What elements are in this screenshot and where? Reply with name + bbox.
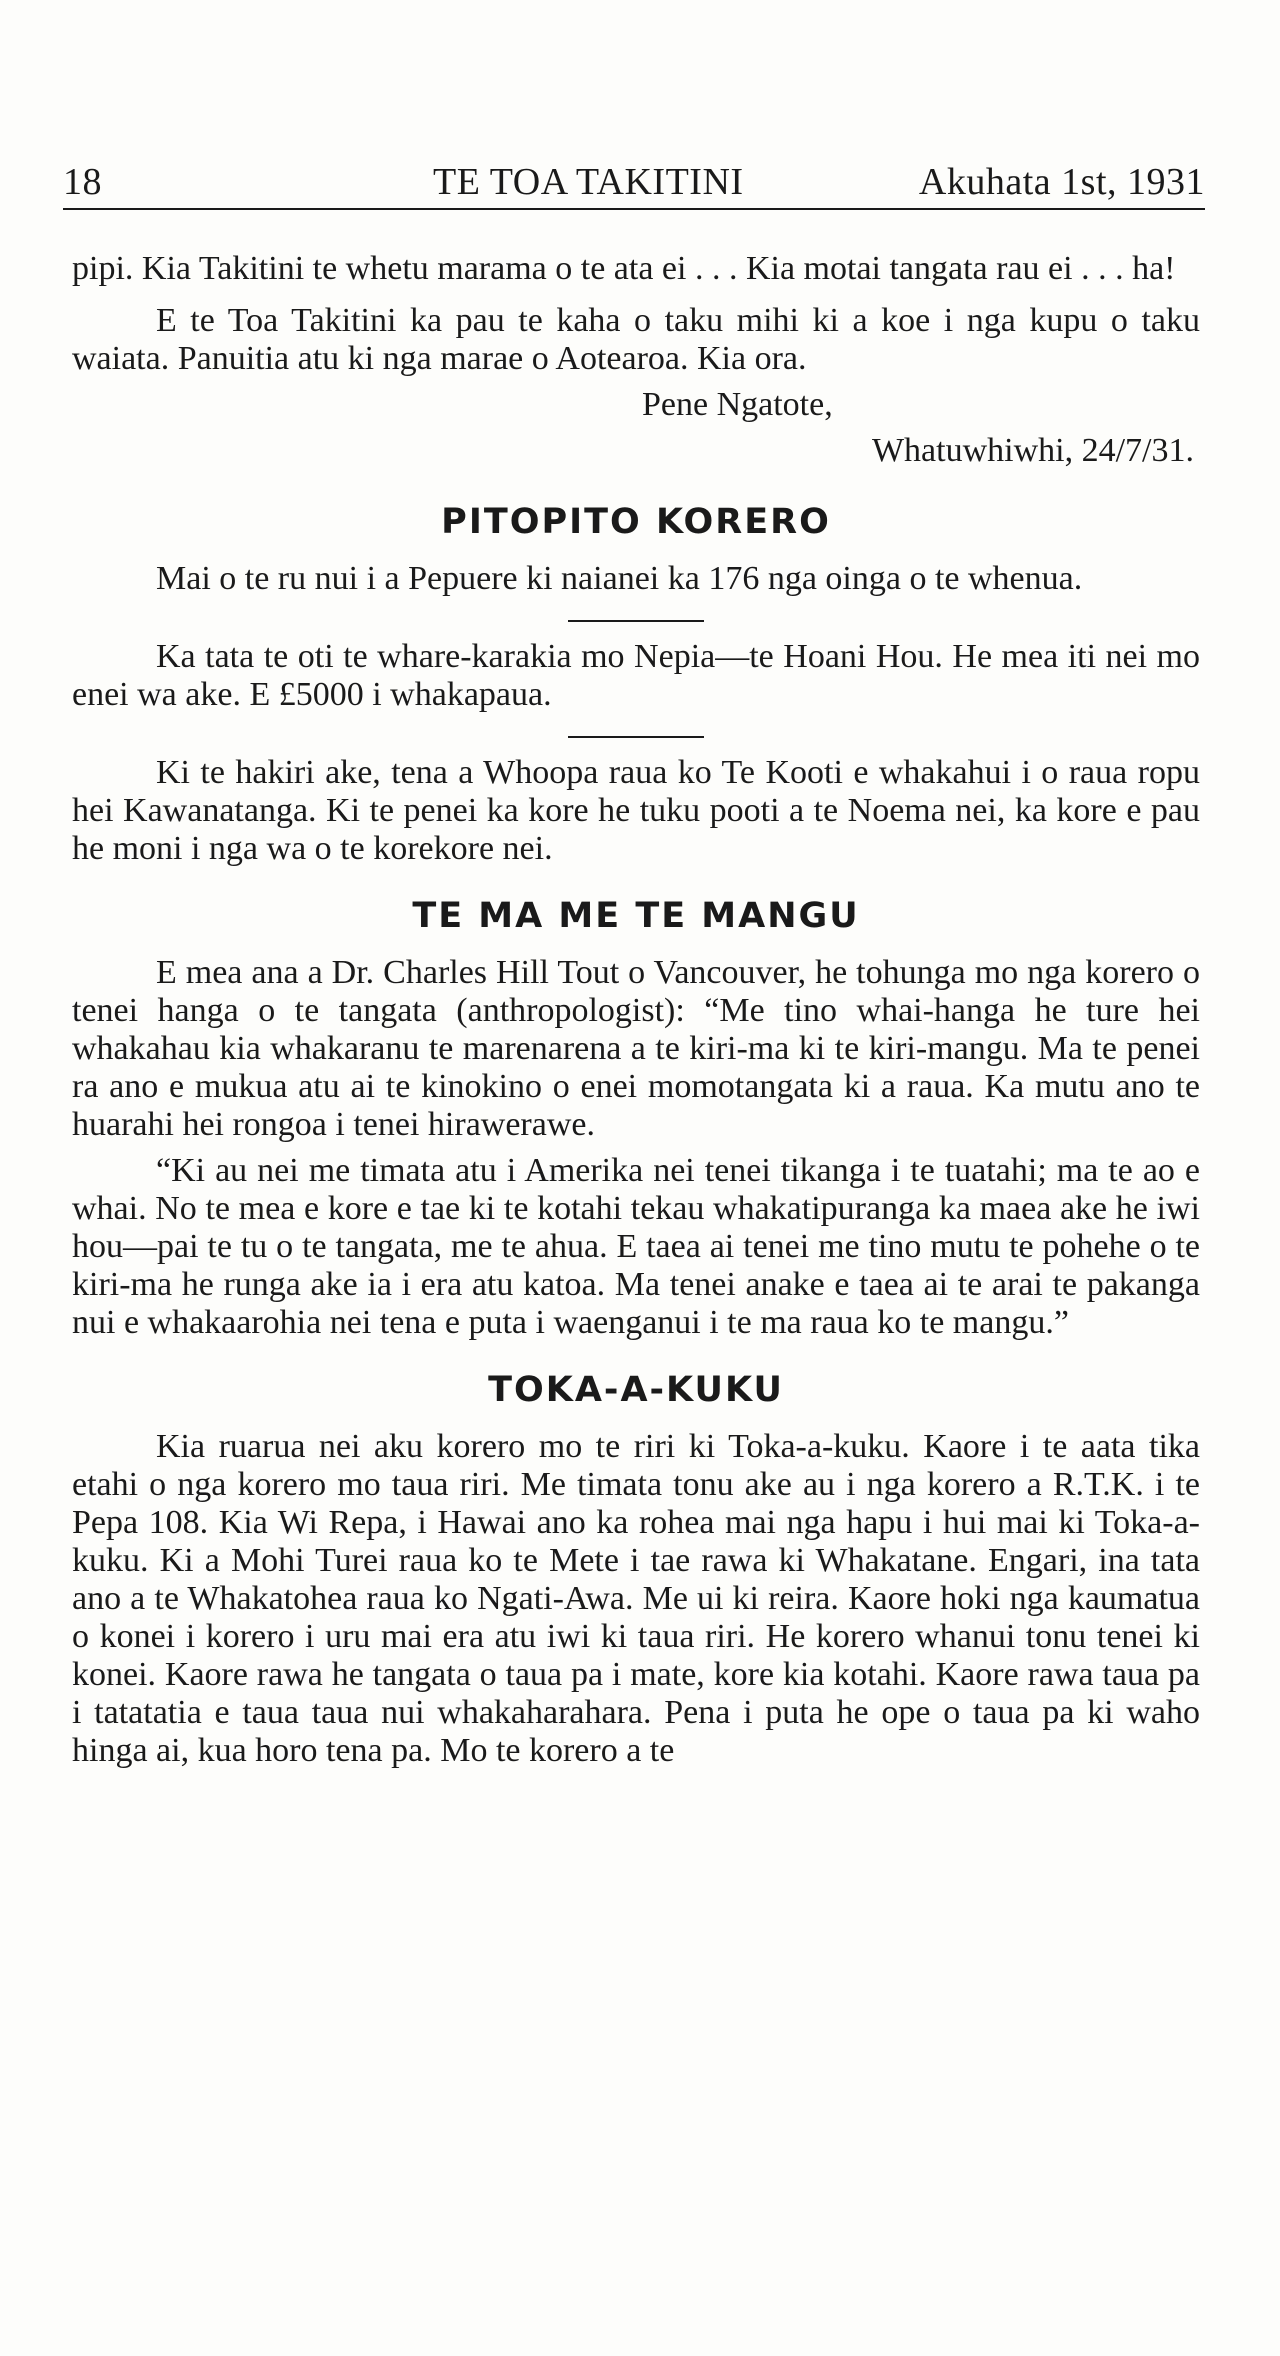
letter-closing-paragraph: pipi. Kia Takitini te whetu marama o te ata ei . . . Kia motai tangata rau ei . . . ha!	[72, 250, 1176, 287]
section-heading-mangu: TE MA ME TE MANGU	[412, 896, 860, 936]
issue-date: Akuhata 1st, 1931	[918, 161, 1205, 203]
mangu-paragraph-1: E mea ana a Dr. Charles Hill Tout o Vancouver, he tohunga mo nga korero o tenei hanga o te tangata (anthropologist): “Me tino whai-hanga he ture hei whakahau kia whakaranu te marenarena a te kiri-ma ki te kiri-mangu. Ma te penei ra ano e mukua atu ai te kinokino o enei momotangata ki a raua. Ka mutu ano te huarahi hei rongoa i tenei hirawerawe.	[72, 954, 1200, 1143]
news-item-1: Mai o te ru nui i a Pepuere ki naianei ka 176 nga oinga o te whenua.	[156, 560, 1083, 597]
page-number: 18	[63, 161, 102, 203]
divider-rule	[568, 736, 704, 738]
news-item-2: Ka tata te oti te whare-karakia mo Nepia—te Hoani Hou. He mea iti nei mo enei wa ake. E £5000 i whakapaua.	[72, 638, 1200, 713]
letter-place-date: Whatuwhiwhi, 24/7/31.	[871, 432, 1194, 469]
mangu-paragraph-2: “Ki au nei me timata atu i Amerika nei tenei tikanga i te tuatahi; ma te ao e whai. No te mea e kore e tae ki te kotahi tekau whakatipuranga ka maea ake he iwi hou—pai te tu o te tangata, me te ahua. E taea ai tenei me tino mutu te pohehe o te kiri-ma he runga ake ia i era atu katoa. Ma tenei anake e taea ai te arai te pakanga nui e whakaarohia nei tena e puta i waenganui i te ma raua ko te mangu.”	[72, 1152, 1200, 1341]
section-heading-toka: TOKA-A-KUKU	[488, 1370, 784, 1410]
letter-paragraph: E te Toa Takitini ka pau te kaha o taku mihi ki a koe i nga kupu o taku waiata. Panuitia atu ki nga marae o Aotearoa. Kia ora.	[72, 302, 1200, 377]
page-header	[63, 158, 1205, 210]
toka-paragraph-1: Kia ruarua nei aku korero mo te riri ki Toka-a-kuku. Kaore i te aata tika etahi o nga korero mo taua riri. Me timata tonu ake au i nga korero a R.T.K. i te Pepa 108. Kia Wi Repa, i Hawai ano ka rohea mai nga hapu i hui mai ki Toka-a-kuku. Ki a Mohi Turei raua ko te Mete i tae rawa ki Whakatane. Engari, ina tata ano a te Whakatohea raua ko Ngati-Awa. Me ui ki reira. Kaore hoki nga kaumatua o konei i korero i uru mai era atu iwi ki taua riri. He korero whanui tonu tenei ki konei. Kaore rawa he tangata o taua pa i mate, kore kia kotahi. Kaore rawa taua pa i tatatatia e taua taua nui whakaharahara. Pena i puta he ope o taua pa ki waho hinga ai, kua horo tena pa. Mo te korero a te	[72, 1428, 1200, 1769]
news-item-3: Ki te hakiri ake, tena a Whoopa raua ko Te Kooti e whakahui i o raua ropu hei Kawanatanga. Ki te penei ka kore he tuku pooti a te Noema nei, ka kore e pau he moni i nga wa o te korekore nei.	[72, 754, 1200, 867]
section-heading-pitopito: PITOPITO KORERO	[441, 502, 831, 542]
publication-title: TE TOA TAKITINI	[433, 161, 744, 203]
text-column	[72, 250, 1200, 1770]
letter-signature: Pene Ngatote,	[642, 386, 833, 423]
divider-rule	[568, 620, 704, 622]
